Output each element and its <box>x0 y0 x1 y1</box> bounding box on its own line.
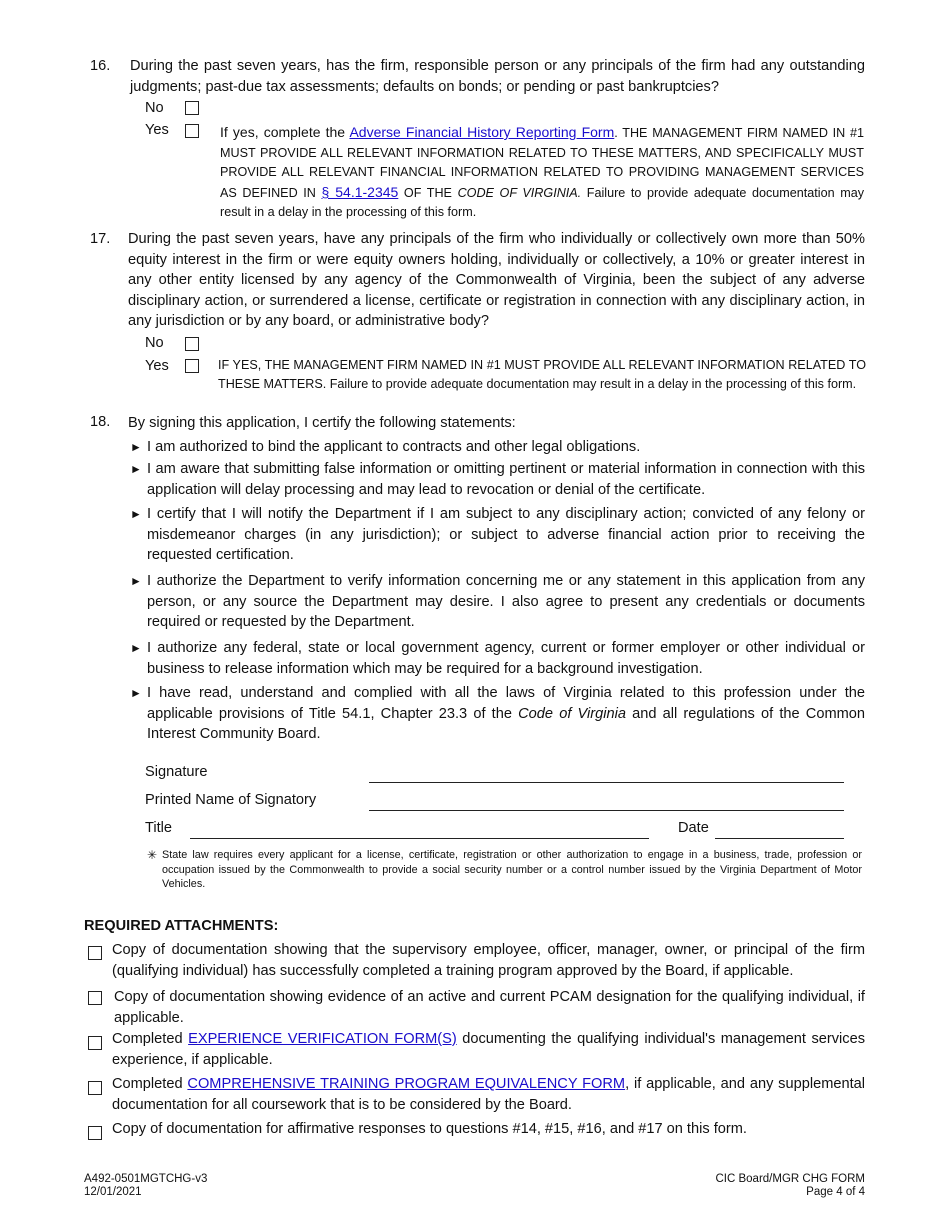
q18-bullet-3: I certify that I will notify the Department if I am subject to any disciplinary action; convicted of any felony or misdemeanor charges (in any jurisdiction); or subject to adverse financial action prior to receiving the requested certification. <box>147 506 865 563</box>
bullet-arrow-icon: ► <box>130 507 142 521</box>
attachment-3-post: documenting the qualifying individual's management services experience, if applicable. <box>112 1031 866 1068</box>
attachment-4-text <box>112 1074 865 1115</box>
experience-verification-link[interactable]: EXPERIENCE VERIFICATION FORM(S) <box>188 1031 457 1047</box>
q16-note-end: Failure to provide adequate documentation may result in a delay in the processing of this form. <box>220 185 865 219</box>
q18-bullet-6-italic: Code of Virginia <box>518 705 626 722</box>
q16-number: 16. <box>90 58 111 74</box>
q17-no-checkbox[interactable] <box>185 337 199 351</box>
q18-bullet-1: I am authorized to bind the applicant to contracts and other legal obligations. <box>147 439 641 455</box>
attachment-5-text: Copy of documentation for affirmative responses to questions #14, #15, #16, and #17 on this form. <box>112 1121 747 1137</box>
q17-note: IF YES, THE MANAGEMENT FIRM NAMED IN #1 MUST PROVIDE ALL RELEVANT INFORMATION RELATED TO THESE MATTERS. Failure to provide adequate documentation may result in a delay in the processing of this form. <box>218 358 866 391</box>
attachment-3-pre: Completed <box>112 1031 189 1047</box>
signature-label: Signature <box>145 764 208 780</box>
code-section-link[interactable]: § 54.1-2345 <box>321 183 399 200</box>
q16-no-checkbox[interactable] <box>185 101 199 115</box>
attachment-3-checkbox[interactable] <box>88 1036 102 1050</box>
q18-bullet-5: I authorize any federal, state or local government agency, current or former employer or other individual or business to release information which may be required for a background investigation. <box>147 640 865 677</box>
printed-name-label: Printed Name of Signatory <box>145 792 317 808</box>
attachment-4-pre: Completed <box>112 1076 188 1092</box>
bullet-arrow-icon: ► <box>130 462 142 476</box>
bullet-arrow-icon: ► <box>130 686 142 700</box>
q16-note <box>220 123 864 223</box>
q17-no-label: No <box>145 335 164 351</box>
q16-note-of-the: OF THE <box>398 185 458 200</box>
q18-bullet-4: I authorize the Department to verify information concerning me or any statement in this application from any person, or any source the Department may desire. I also agree to present any credentials or documents required or requested by the Department. <box>147 573 865 630</box>
q16-yes-label: Yes <box>145 122 169 138</box>
adverse-financial-form-link[interactable]: Adverse Financial History Reporting Form <box>349 124 615 140</box>
attachment-2-checkbox[interactable] <box>88 991 102 1005</box>
q17-number: 17. <box>90 231 111 247</box>
printed-name-field[interactable] <box>369 810 844 811</box>
attachment-2-text: Copy of documentation showing evidence of an active and current PCAM designation for the qualifying individual, if applicable. <box>114 989 865 1026</box>
q18-bullet-6-post: and all regulations of the Common Interest Community Board. <box>147 705 865 742</box>
bullet-arrow-icon: ► <box>130 641 142 655</box>
q18-bullet-2: I am aware that submitting false information or omitting pertinent or material information in connection with this application will delay processing and may lead to revocation or denial of the certificate. <box>147 461 865 498</box>
q17-yes-checkbox[interactable] <box>185 359 199 373</box>
title-label: Title <box>145 820 173 836</box>
date-field[interactable] <box>715 838 844 839</box>
q18-bullet-6 <box>147 683 865 745</box>
signature-field[interactable] <box>369 782 844 783</box>
q16-no-label: No <box>145 100 164 116</box>
footer-date: 12/01/2021 <box>84 1186 142 1198</box>
attachment-5-checkbox[interactable] <box>88 1126 102 1140</box>
attachment-3-text <box>112 1029 865 1070</box>
title-field[interactable] <box>190 838 649 839</box>
bullet-arrow-icon: ► <box>130 440 142 454</box>
q18-number: 18. <box>90 414 111 430</box>
q17-yes-label: Yes <box>145 358 169 374</box>
q16-text: During the past seven years, has the firm, responsible person or any principals of the firm had any outstanding judgments; past-due tax assessments; defaults on bonds; or pending or past bankruptcies? <box>130 58 865 95</box>
footer-form-id: A492-0501MGTCHG-v3 <box>84 1173 208 1185</box>
q18-intro: By signing this application, I certify the following statements: <box>128 415 516 431</box>
q18-bullet-6-pre: I have read, understand and complied with all the laws of Virginia related to this profession under the applicable provisions of Title 54.1, Chapter 23.3 of the <box>147 685 865 722</box>
q17-text: During the past seven years, have any principals of the firm who individually or collectively own more than 50% equity interest in the firm or were equity owners holding, individually or collectively, a 10% or greater interest in any other entity licensed by any agency of the Commonwealth of Virginia, been the subject of any adverse disciplinary action, or surrendered a license, certificate or registration in connection with any disciplinary action, in any jurisdiction or by any board, or administrative body? <box>128 231 865 329</box>
q16-note-mid: . THE MANAGEMENT FIRM NAMED IN #1 MUST PROVIDE ALL RELEVANT INFORMATION RELATED TO THESE MATTERS, AND SPECIFICALLY MUST PROVIDE ALL RELEVANT FINANCIAL INFORMATION RELATED TO PROVIDING MANAGEMENT SERVICES AS DEFINED IN <box>220 126 865 200</box>
attachment-1-checkbox[interactable] <box>88 946 102 960</box>
attachments-heading: REQUIRED ATTACHMENTS: <box>84 918 279 934</box>
q16-note-pre: If yes, complete the <box>220 124 350 140</box>
q16-yes-checkbox[interactable] <box>185 124 199 138</box>
attachment-4-post: , if applicable, and any supplemental documentation for all coursework that is to be considered by the Board. <box>112 1076 865 1113</box>
asterisk-icon: ✳ <box>147 848 158 862</box>
bullet-arrow-icon: ► <box>130 574 142 588</box>
footer-page: Page 4 of 4 <box>806 1186 865 1198</box>
ssn-footnote: State law requires every applicant for a license, certificate, registration or other authorization to engage in a business, trade, profession or occupation issued by the Commonwealth to provide a social security number or a control number issued by the Virginia Department of Motor Vehicles. <box>162 849 862 890</box>
date-label: Date <box>678 820 709 836</box>
attachment-4-checkbox[interactable] <box>88 1081 102 1095</box>
training-equivalency-link[interactable]: COMPREHENSIVE TRAINING PROGRAM EQUIVALENCY FORM <box>187 1076 626 1092</box>
q16-note-code-name: CODE OF VIRGINIA. <box>457 185 582 200</box>
attachment-1-text: Copy of documentation showing that the supervisory employee, officer, manager, owner, or principal of the firm (qualifying individual) has successfully completed a training program approved by the Board, if applicable. <box>112 942 865 979</box>
footer-board: CIC Board/MGR CHG FORM <box>715 1173 865 1185</box>
